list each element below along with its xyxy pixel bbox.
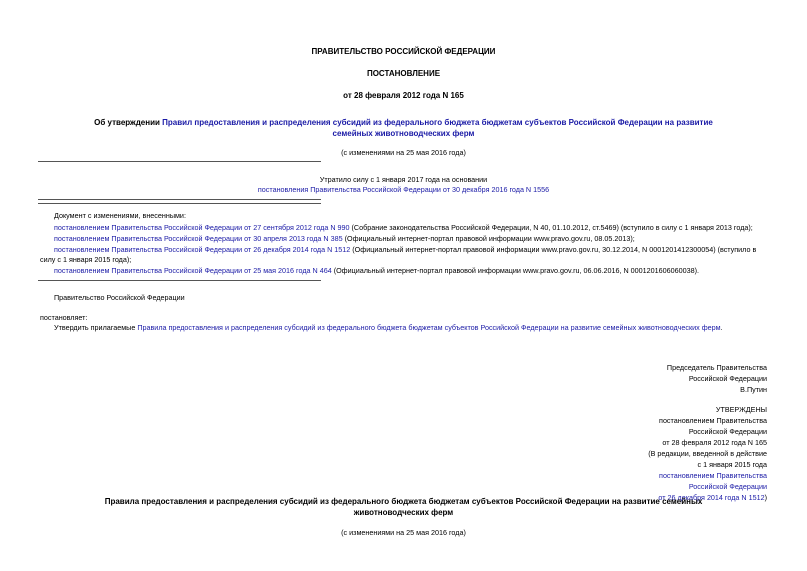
approved-org: Российской Федерации (688, 427, 767, 436)
document-type: ПОСТАНОВЛЕНИЕ (366, 69, 441, 78)
change-link-385[interactable]: постановлением Правительства Российской Федерации от 30 апреля 2013 года N 385 (54, 234, 343, 243)
rules-title: Правила предоставления и распределения субсидий из федерального бюджета бюджетам субъектов Российской Федерации на развитие семейных (104, 497, 703, 506)
title-line2 (0, 128, 807, 139)
approved-block (648, 404, 767, 503)
signature-org: Российской Федерации (688, 374, 767, 383)
rules-title-line2: животноводческих ферм (353, 508, 454, 517)
approve-rules-link[interactable]: Правила предоставления и распределения субсидий из федерального бюджета бюджетам субъектов Российской Федерации на развитие семейных животноводческих ферм (137, 323, 721, 332)
change-text: (Собрание законодательства Российской Федерации, N 40, 01.10.2012, ст.5469) (вступило в силу с 1 января 2013 года); (349, 223, 753, 232)
approved-date: от 28 февраля 2012 года N 165 (662, 438, 767, 447)
approved-heading: УТВЕРЖДЕНЫ (715, 405, 767, 414)
approve-prefix: Утвердить прилагаемые (54, 323, 138, 332)
change-text: (Официальный интернет-портал правовой информации www.pravo.gov.ru, 30.12.2014, N 0001201412300054) (вступило в (350, 245, 757, 254)
signature-name: В.Путин (740, 385, 767, 394)
approved-link-2[interactable]: Российской Федерации (688, 482, 767, 491)
change-text: (Официальный интернет-портал правовой информации www.pravo.gov.ru, 06.06.2016, N 0001201606060038). (331, 266, 699, 275)
change-item (54, 222, 753, 233)
approved-edition: (В редакции, введенной в действие (648, 449, 767, 458)
approved-by: постановлением Правительства (659, 416, 767, 425)
title-prefix: Об утверждении (94, 118, 163, 127)
changes-intro: Документ с изменениями, внесенными: (54, 211, 186, 220)
change-item (54, 244, 756, 255)
rules-amendment-note: (с изменениями на 25 мая 2016 года) (341, 528, 466, 537)
decides-text: постановляет: (40, 313, 88, 322)
government-name: Правительство Российской Федерации (54, 293, 185, 302)
approved-effective: с 1 января 2015 года (697, 460, 767, 469)
lost-force-note: Утратило силу с 1 января 2017 года на основании (319, 175, 488, 184)
title-rules-link[interactable]: Правил предоставления и распределения субсидий из федерального бюджета бюджетам субъектов Российской Федерации на развитие (162, 118, 713, 127)
change-text-cont: силу с 1 января 2015 года); (40, 255, 132, 264)
divider (38, 280, 321, 281)
change-item (54, 233, 635, 244)
approve-suffix: . (720, 323, 723, 332)
change-link-1512[interactable]: постановлением Правительства Российской Федерации от 26 декабря 2014 года N 1512 (54, 245, 351, 254)
signature-block (667, 362, 767, 395)
approved-link-3[interactable]: от 26 декабря 2014 года N 1512 (658, 493, 765, 502)
approved-close: ) (764, 493, 767, 502)
title-rules-link-cont[interactable]: семейных животноводческих ферм (332, 129, 475, 138)
approve-paragraph (54, 322, 723, 333)
approved-link-1[interactable]: постановлением Правительства (659, 471, 767, 480)
government-heading: ПРАВИТЕЛЬСТВО РОССИЙСКОЙ ФЕДЕРАЦИИ (311, 47, 496, 56)
divider (38, 161, 321, 162)
divider (38, 203, 321, 204)
change-link-990[interactable]: постановлением Правительства Российской Федерации от 27 сентября 2012 года N 990 (54, 223, 350, 232)
lost-force-link-line (0, 184, 807, 195)
change-item (54, 265, 699, 276)
change-link-464[interactable]: постановлением Правительства Российской Федерации от 25 мая 2016 года N 464 (54, 266, 332, 275)
signature-title: Председатель Правительства (666, 363, 767, 372)
amendment-note: (с изменениями на 25 мая 2016 года) (341, 148, 466, 157)
document-title (0, 117, 807, 128)
divider (38, 199, 321, 200)
lost-force-link[interactable]: постановления Правительства Российской Федерации от 30 декабря 2016 года N 1556 (257, 185, 550, 194)
change-text: (Официальный интернет-портал правовой информации www.pravo.gov.ru, 08.05.2013); (342, 234, 635, 243)
document-date: от 28 февраля 2012 года N 165 (343, 91, 464, 100)
